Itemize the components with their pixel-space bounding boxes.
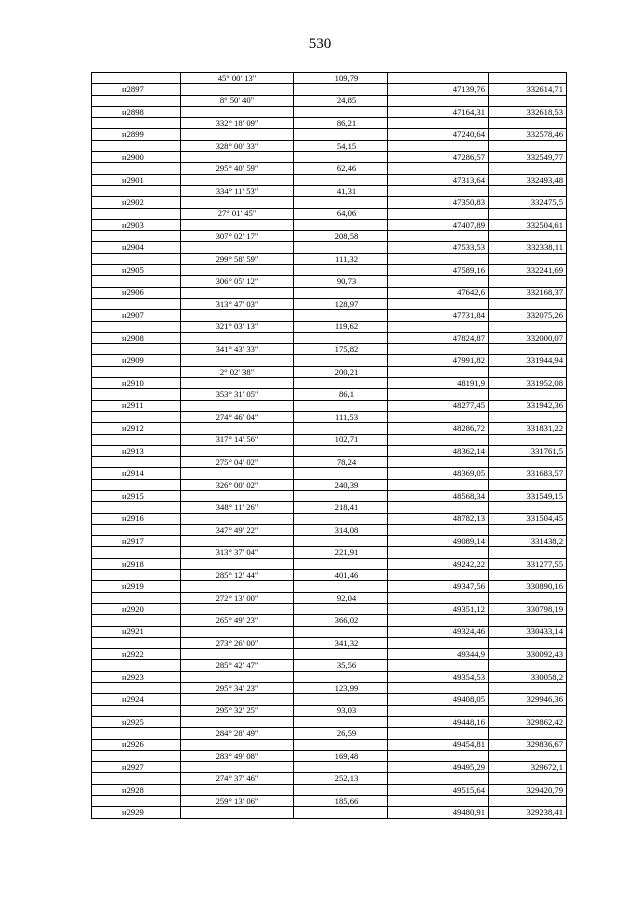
segment-angle: 334° 11' 53"	[181, 185, 294, 196]
point-row	[92, 784, 567, 795]
segment-angle: 275° 04' 02"	[181, 457, 294, 468]
segment-row	[92, 615, 567, 626]
segment-angle: 259° 13' 06"	[181, 796, 294, 807]
point-id: н2899	[92, 129, 181, 140]
segment-row	[92, 773, 567, 784]
coord-y: 330890,16	[489, 581, 567, 592]
coordinates-table-wrapper	[91, 72, 566, 844]
coord-y: 332614,71	[489, 84, 567, 95]
point-id: н2910	[92, 378, 181, 389]
segment-distance: 169,48	[294, 750, 388, 761]
coord-y: 332493,48	[489, 174, 567, 185]
segment-row	[92, 276, 567, 287]
segment-angle: 265° 49' 23"	[181, 615, 294, 626]
coord-x: 49408,05	[388, 694, 489, 705]
coord-x: 49495,29	[388, 762, 489, 773]
coordinates-table-body	[92, 73, 567, 819]
segment-distance: 64,06	[294, 208, 388, 219]
segment-distance: 111,32	[294, 253, 388, 264]
coord-x: 49089,14	[388, 536, 489, 547]
coord-y: 332168,37	[489, 287, 567, 298]
point-id: н2921	[92, 626, 181, 637]
coordinates-table	[91, 72, 567, 819]
point-id: н2904	[92, 242, 181, 253]
segment-distance: 62,46	[294, 163, 388, 174]
point-row	[92, 468, 567, 479]
point-row	[92, 581, 567, 592]
coord-y: 330058,2	[489, 671, 567, 682]
coord-y: 332504,61	[489, 219, 567, 230]
segment-angle: 332° 18' 09"	[181, 118, 294, 129]
point-id: н2924	[92, 694, 181, 705]
point-id: н2903	[92, 219, 181, 230]
point-row	[92, 762, 567, 773]
coord-x: 47731,84	[388, 310, 489, 321]
coord-x: 49324,46	[388, 626, 489, 637]
point-id: н2923	[92, 671, 181, 682]
coord-x: 49515,64	[388, 784, 489, 795]
point-row	[92, 716, 567, 727]
segment-angle: 285° 42' 47"	[181, 660, 294, 671]
point-id: н2925	[92, 716, 181, 727]
segment-distance: 119,62	[294, 321, 388, 332]
point-id: н2912	[92, 423, 181, 434]
segment-distance: 24,85	[294, 95, 388, 106]
segment-distance: 92,04	[294, 592, 388, 603]
segment-row	[92, 298, 567, 309]
point-row	[92, 626, 567, 637]
segment-row	[92, 728, 567, 739]
point-id: н2908	[92, 332, 181, 343]
point-id: н2920	[92, 603, 181, 614]
coord-y: 330798,19	[489, 603, 567, 614]
point-row	[92, 490, 567, 501]
segment-row	[92, 750, 567, 761]
segment-distance: 93,03	[294, 705, 388, 716]
coord-y: 329836,67	[489, 739, 567, 750]
segment-distance: 123,99	[294, 683, 388, 694]
point-row	[92, 671, 567, 682]
segment-distance: 128,97	[294, 298, 388, 309]
segment-row	[92, 660, 567, 671]
coord-y: 331761,5	[489, 445, 567, 456]
point-row	[92, 603, 567, 614]
segment-distance: 366,02	[294, 615, 388, 626]
point-id: н2898	[92, 106, 181, 117]
segment-angle: 2° 02' 38"	[181, 366, 294, 377]
coord-x: 47533,53	[388, 242, 489, 253]
segment-distance: 26,59	[294, 728, 388, 739]
point-id: н2905	[92, 265, 181, 276]
segment-angle: 326° 00' 02"	[181, 479, 294, 490]
coord-y: 331277,55	[489, 558, 567, 569]
coord-x: 48369,05	[388, 468, 489, 479]
coord-x: 48191,9	[388, 378, 489, 389]
point-id: н2909	[92, 355, 181, 366]
point-row	[92, 355, 567, 366]
coord-y: 332618,53	[489, 106, 567, 117]
coord-x: 47991,82	[388, 355, 489, 366]
segment-row	[92, 344, 567, 355]
segment-distance: 341,32	[294, 637, 388, 648]
coord-y: 332000,07	[489, 332, 567, 343]
segment-angle: 295° 40' 59"	[181, 163, 294, 174]
point-id: н2914	[92, 468, 181, 479]
segment-distance: 35,56	[294, 660, 388, 671]
coord-x: 49480,91	[388, 807, 489, 818]
point-id: н2915	[92, 490, 181, 501]
point-id: н2916	[92, 513, 181, 524]
point-row	[92, 694, 567, 705]
coord-x: 48362,14	[388, 445, 489, 456]
point-id: н2928	[92, 784, 181, 795]
point-id: н2929	[92, 807, 181, 818]
segment-angle: 299° 58' 59"	[181, 253, 294, 264]
point-id: н2922	[92, 649, 181, 660]
coord-x: 47240,64	[388, 129, 489, 140]
coord-y: 329420,79	[489, 784, 567, 795]
point-row	[92, 739, 567, 750]
point-id: н2918	[92, 558, 181, 569]
segment-row	[92, 321, 567, 332]
coord-x: 47407,89	[388, 219, 489, 230]
segment-angle: 283° 49' 08"	[181, 750, 294, 761]
segment-row	[92, 95, 567, 106]
segment-angle: 272° 13' 00"	[181, 592, 294, 603]
point-row	[92, 84, 567, 95]
coord-x: 47589,16	[388, 265, 489, 276]
segment-row	[92, 547, 567, 558]
segment-row	[92, 231, 567, 242]
point-id: н2926	[92, 739, 181, 750]
coord-x: 47313,64	[388, 174, 489, 185]
coord-y: 331438,2	[489, 536, 567, 547]
page-number: 530	[308, 36, 332, 52]
point-row	[92, 445, 567, 456]
point-id: н2911	[92, 400, 181, 411]
segment-row	[92, 683, 567, 694]
segment-distance: 218,41	[294, 502, 388, 513]
segment-angle: 306° 05' 12"	[181, 276, 294, 287]
point-row	[92, 807, 567, 818]
point-id: н2897	[92, 84, 181, 95]
point-row	[92, 513, 567, 524]
point-row	[92, 558, 567, 569]
segment-row	[92, 457, 567, 468]
segment-row	[92, 73, 567, 84]
segment-row	[92, 163, 567, 174]
point-id: н2919	[92, 581, 181, 592]
coord-y: 329238,41	[489, 807, 567, 818]
point-id: н2913	[92, 445, 181, 456]
point-row	[92, 129, 567, 140]
point-id: н2901	[92, 174, 181, 185]
point-row	[92, 152, 567, 163]
segment-distance: 86,21	[294, 118, 388, 129]
coord-y: 331549,15	[489, 490, 567, 501]
segment-row	[92, 366, 567, 377]
coord-y: 332075,26	[489, 310, 567, 321]
coord-x: 49454,81	[388, 739, 489, 750]
segment-row	[92, 479, 567, 490]
point-id: н2900	[92, 152, 181, 163]
coord-x: 49351,12	[388, 603, 489, 614]
point-row	[92, 242, 567, 253]
coord-y: 332475,5	[489, 197, 567, 208]
coord-y: 332578,46	[489, 129, 567, 140]
point-id: н2907	[92, 310, 181, 321]
segment-angle: 8° 50' 40"	[181, 95, 294, 106]
coord-y: 331504,45	[489, 513, 567, 524]
segment-distance: 102,71	[294, 434, 388, 445]
coord-y: 329672,1	[489, 762, 567, 773]
coord-x: 47164,31	[388, 106, 489, 117]
coord-x: 48782,13	[388, 513, 489, 524]
segment-row	[92, 637, 567, 648]
segment-distance: 109,79	[294, 73, 388, 84]
segment-distance: 252,13	[294, 773, 388, 784]
coord-y: 329946,36	[489, 694, 567, 705]
coord-x: 47642,6	[388, 287, 489, 298]
segment-row	[92, 389, 567, 400]
segment-distance: 314,08	[294, 524, 388, 535]
point-row	[92, 423, 567, 434]
segment-row	[92, 570, 567, 581]
point-id: н2927	[92, 762, 181, 773]
segment-distance: 78,24	[294, 457, 388, 468]
point-row	[92, 219, 567, 230]
coord-y: 331952,08	[489, 378, 567, 389]
coord-x: 48568,34	[388, 490, 489, 501]
segment-row	[92, 185, 567, 196]
point-row	[92, 400, 567, 411]
coord-y: 331942,36	[489, 400, 567, 411]
point-id: н2917	[92, 536, 181, 547]
segment-row	[92, 796, 567, 807]
segment-angle: 353° 31' 05"	[181, 389, 294, 400]
segment-row	[92, 705, 567, 716]
coord-x: 49448,16	[388, 716, 489, 727]
segment-row	[92, 592, 567, 603]
segment-distance: 208,58	[294, 231, 388, 242]
segment-distance: 54,15	[294, 140, 388, 151]
segment-row	[92, 524, 567, 535]
coord-y: 330433,14	[489, 626, 567, 637]
segment-row	[92, 208, 567, 219]
point-row	[92, 332, 567, 343]
segment-distance: 111,53	[294, 411, 388, 422]
segment-distance: 185,66	[294, 796, 388, 807]
segment-angle: 313° 47' 03"	[181, 298, 294, 309]
segment-angle: 317° 14' 56"	[181, 434, 294, 445]
point-row	[92, 197, 567, 208]
point-row	[92, 310, 567, 321]
point-id: н2902	[92, 197, 181, 208]
coord-y: 332241,69	[489, 265, 567, 276]
segment-row	[92, 253, 567, 264]
coord-x: 49242,22	[388, 558, 489, 569]
segment-distance: 90,73	[294, 276, 388, 287]
segment-row	[92, 502, 567, 513]
coord-y: 330092,43	[489, 649, 567, 660]
segment-distance: 41,31	[294, 185, 388, 196]
coord-y: 332549,77	[489, 152, 567, 163]
coord-x: 47350,83	[388, 197, 489, 208]
segment-angle: 284° 28' 49"	[181, 728, 294, 739]
coord-y: 331944,94	[489, 355, 567, 366]
segment-row	[92, 434, 567, 445]
segment-angle: 307° 02' 17"	[181, 231, 294, 242]
coord-y: 331683,57	[489, 468, 567, 479]
coord-x: 48286,72	[388, 423, 489, 434]
segment-angle: 313° 37' 04"	[181, 547, 294, 558]
segment-distance: 221,91	[294, 547, 388, 558]
segment-distance: 200,21	[294, 366, 388, 377]
coord-x: 48277,45	[388, 400, 489, 411]
point-row	[92, 536, 567, 547]
point-row	[92, 265, 567, 276]
segment-angle: 347° 49' 22"	[181, 524, 294, 535]
segment-angle: 274° 46' 04"	[181, 411, 294, 422]
segment-distance: 401,46	[294, 570, 388, 581]
coord-x: 49344,9	[388, 649, 489, 660]
segment-row	[92, 140, 567, 151]
coord-y: 331831,22	[489, 423, 567, 434]
segment-distance: 175,82	[294, 344, 388, 355]
segment-angle: 273° 26' 00"	[181, 637, 294, 648]
coord-y: 329862,42	[489, 716, 567, 727]
segment-angle: 341° 43' 33"	[181, 344, 294, 355]
segment-angle: 285° 12' 44"	[181, 570, 294, 581]
segment-angle: 27° 01' 45"	[181, 208, 294, 219]
coord-y: 332338,11	[489, 242, 567, 253]
segment-angle: 274° 37' 46"	[181, 773, 294, 784]
segment-angle: 295° 32' 25"	[181, 705, 294, 716]
segment-distance: 240,39	[294, 479, 388, 490]
segment-angle: 348° 11' 26"	[181, 502, 294, 513]
segment-angle: 321° 03' 13"	[181, 321, 294, 332]
coord-x: 47824,87	[388, 332, 489, 343]
point-id: н2906	[92, 287, 181, 298]
coord-x: 47139,76	[388, 84, 489, 95]
point-row	[92, 174, 567, 185]
point-row	[92, 649, 567, 660]
coord-x: 49354,53	[388, 671, 489, 682]
segment-angle: 295° 34' 23"	[181, 683, 294, 694]
segment-distance: 86,1	[294, 389, 388, 400]
segment-angle: 45° 00' 13"	[181, 73, 294, 84]
coord-x: 49347,56	[388, 581, 489, 592]
coord-x: 47286,57	[388, 152, 489, 163]
segment-row	[92, 118, 567, 129]
point-row	[92, 287, 567, 298]
point-row	[92, 378, 567, 389]
segment-angle: 328° 00' 33"	[181, 140, 294, 151]
point-row	[92, 106, 567, 117]
segment-row	[92, 411, 567, 422]
